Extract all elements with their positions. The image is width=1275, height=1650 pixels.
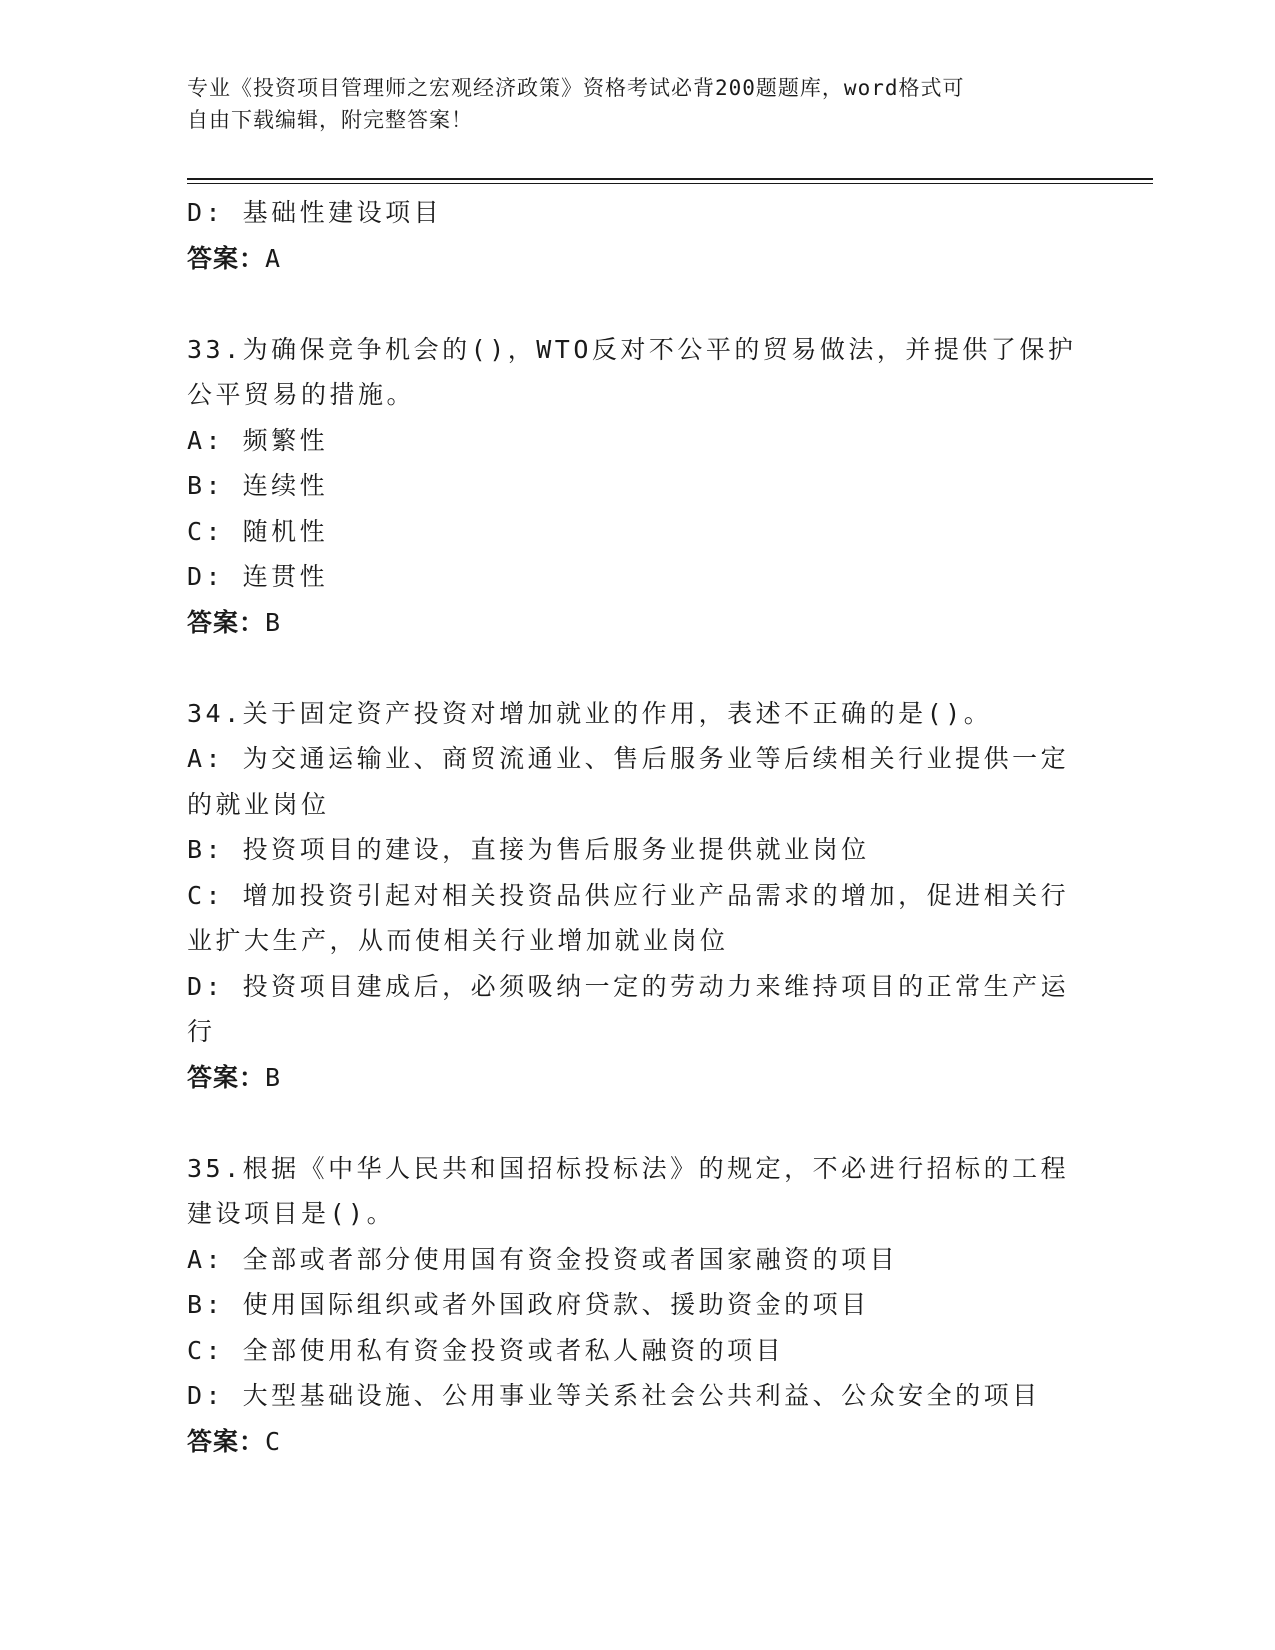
spacer — [187, 281, 1077, 327]
answer-line — [187, 1419, 1077, 1465]
answer-value: B — [265, 1062, 282, 1092]
option-d: D: 连贯性 — [187, 562, 329, 591]
question-32-tail — [187, 190, 1077, 281]
question-stem: 35.根据《中华人民共和国招标投标法》的规定，不必进行招标的工程 — [187, 1153, 1070, 1183]
answer-value: B — [265, 607, 282, 637]
option-d: D: 投资项目建成后，必须吸纳一定的劳动力来维持项目的正常生产运 — [187, 971, 1070, 1001]
header-divider-thin — [187, 183, 1153, 184]
option-a: A: 全部或者部分使用国有资金投资或者国家融资的项目 — [187, 1244, 899, 1274]
option-c-cont: 业扩大生产，从而使相关行业增加就业岗位 — [187, 926, 729, 955]
question-35 — [187, 1146, 1077, 1465]
header-divider-thick — [187, 178, 1153, 180]
question-stem-cont: 建设项目是()。 — [187, 1199, 396, 1228]
option-a: A: 为交通运输业、商贸流通业、售后服务业等后续相关行业提供一定 — [187, 744, 1070, 773]
document-body — [187, 190, 1077, 1464]
option-a-cont: 的就业岗位 — [187, 789, 330, 819]
spacer — [187, 1100, 1077, 1146]
question-stem: 34.关于固定资产投资对增加就业的作用，表述不正确的是()。 — [187, 698, 993, 728]
header-line-2: 自由下载编辑，附完整答案！ — [187, 108, 473, 132]
question-33 — [187, 327, 1077, 646]
option-d: D: 基础性建设项目 — [187, 198, 443, 227]
answer-line — [187, 236, 1077, 282]
option-a: A: 频繁性 — [187, 425, 329, 455]
option-b: B: 投资项目的建设，直接为售后服务业提供就业岗位 — [187, 835, 870, 864]
question-stem-cont: 公平贸易的措施。 — [187, 380, 416, 409]
option-d: D: 大型基础设施、公用事业等关系社会公共利益、公众安全的项目 — [187, 1381, 1041, 1410]
question-stem: 33.为确保竞争机会的()，WTO反对不公平的贸易做法，并提供了保护 — [187, 334, 1077, 364]
answer-label: 答案： — [187, 1426, 266, 1456]
answer-value: A — [265, 243, 282, 273]
answer-label: 答案： — [187, 1062, 266, 1092]
document-header — [187, 72, 1077, 136]
answer-value: C — [265, 1426, 282, 1456]
option-c: C: 随机性 — [187, 516, 329, 546]
option-c: C: 增加投资引起对相关投资品供应行业产品需求的增加，促进相关行 — [187, 880, 1070, 910]
option-d-cont: 行 — [187, 1017, 216, 1046]
option-b: B: 使用国际组织或者外国政府贷款、援助资金的项目 — [187, 1290, 870, 1319]
option-c: C: 全部使用私有资金投资或者私人融资的项目 — [187, 1335, 785, 1365]
answer-line — [187, 600, 1077, 646]
header-line-1: 专业《投资项目管理师之宏观经济政策》资格考试必背200题题库，word格式可 — [187, 76, 965, 100]
spacer — [187, 645, 1077, 691]
answer-label: 答案： — [187, 243, 266, 273]
answer-line — [187, 1055, 1077, 1101]
question-34 — [187, 691, 1077, 1101]
option-b: B: 连续性 — [187, 471, 329, 500]
answer-label: 答案： — [187, 607, 266, 637]
